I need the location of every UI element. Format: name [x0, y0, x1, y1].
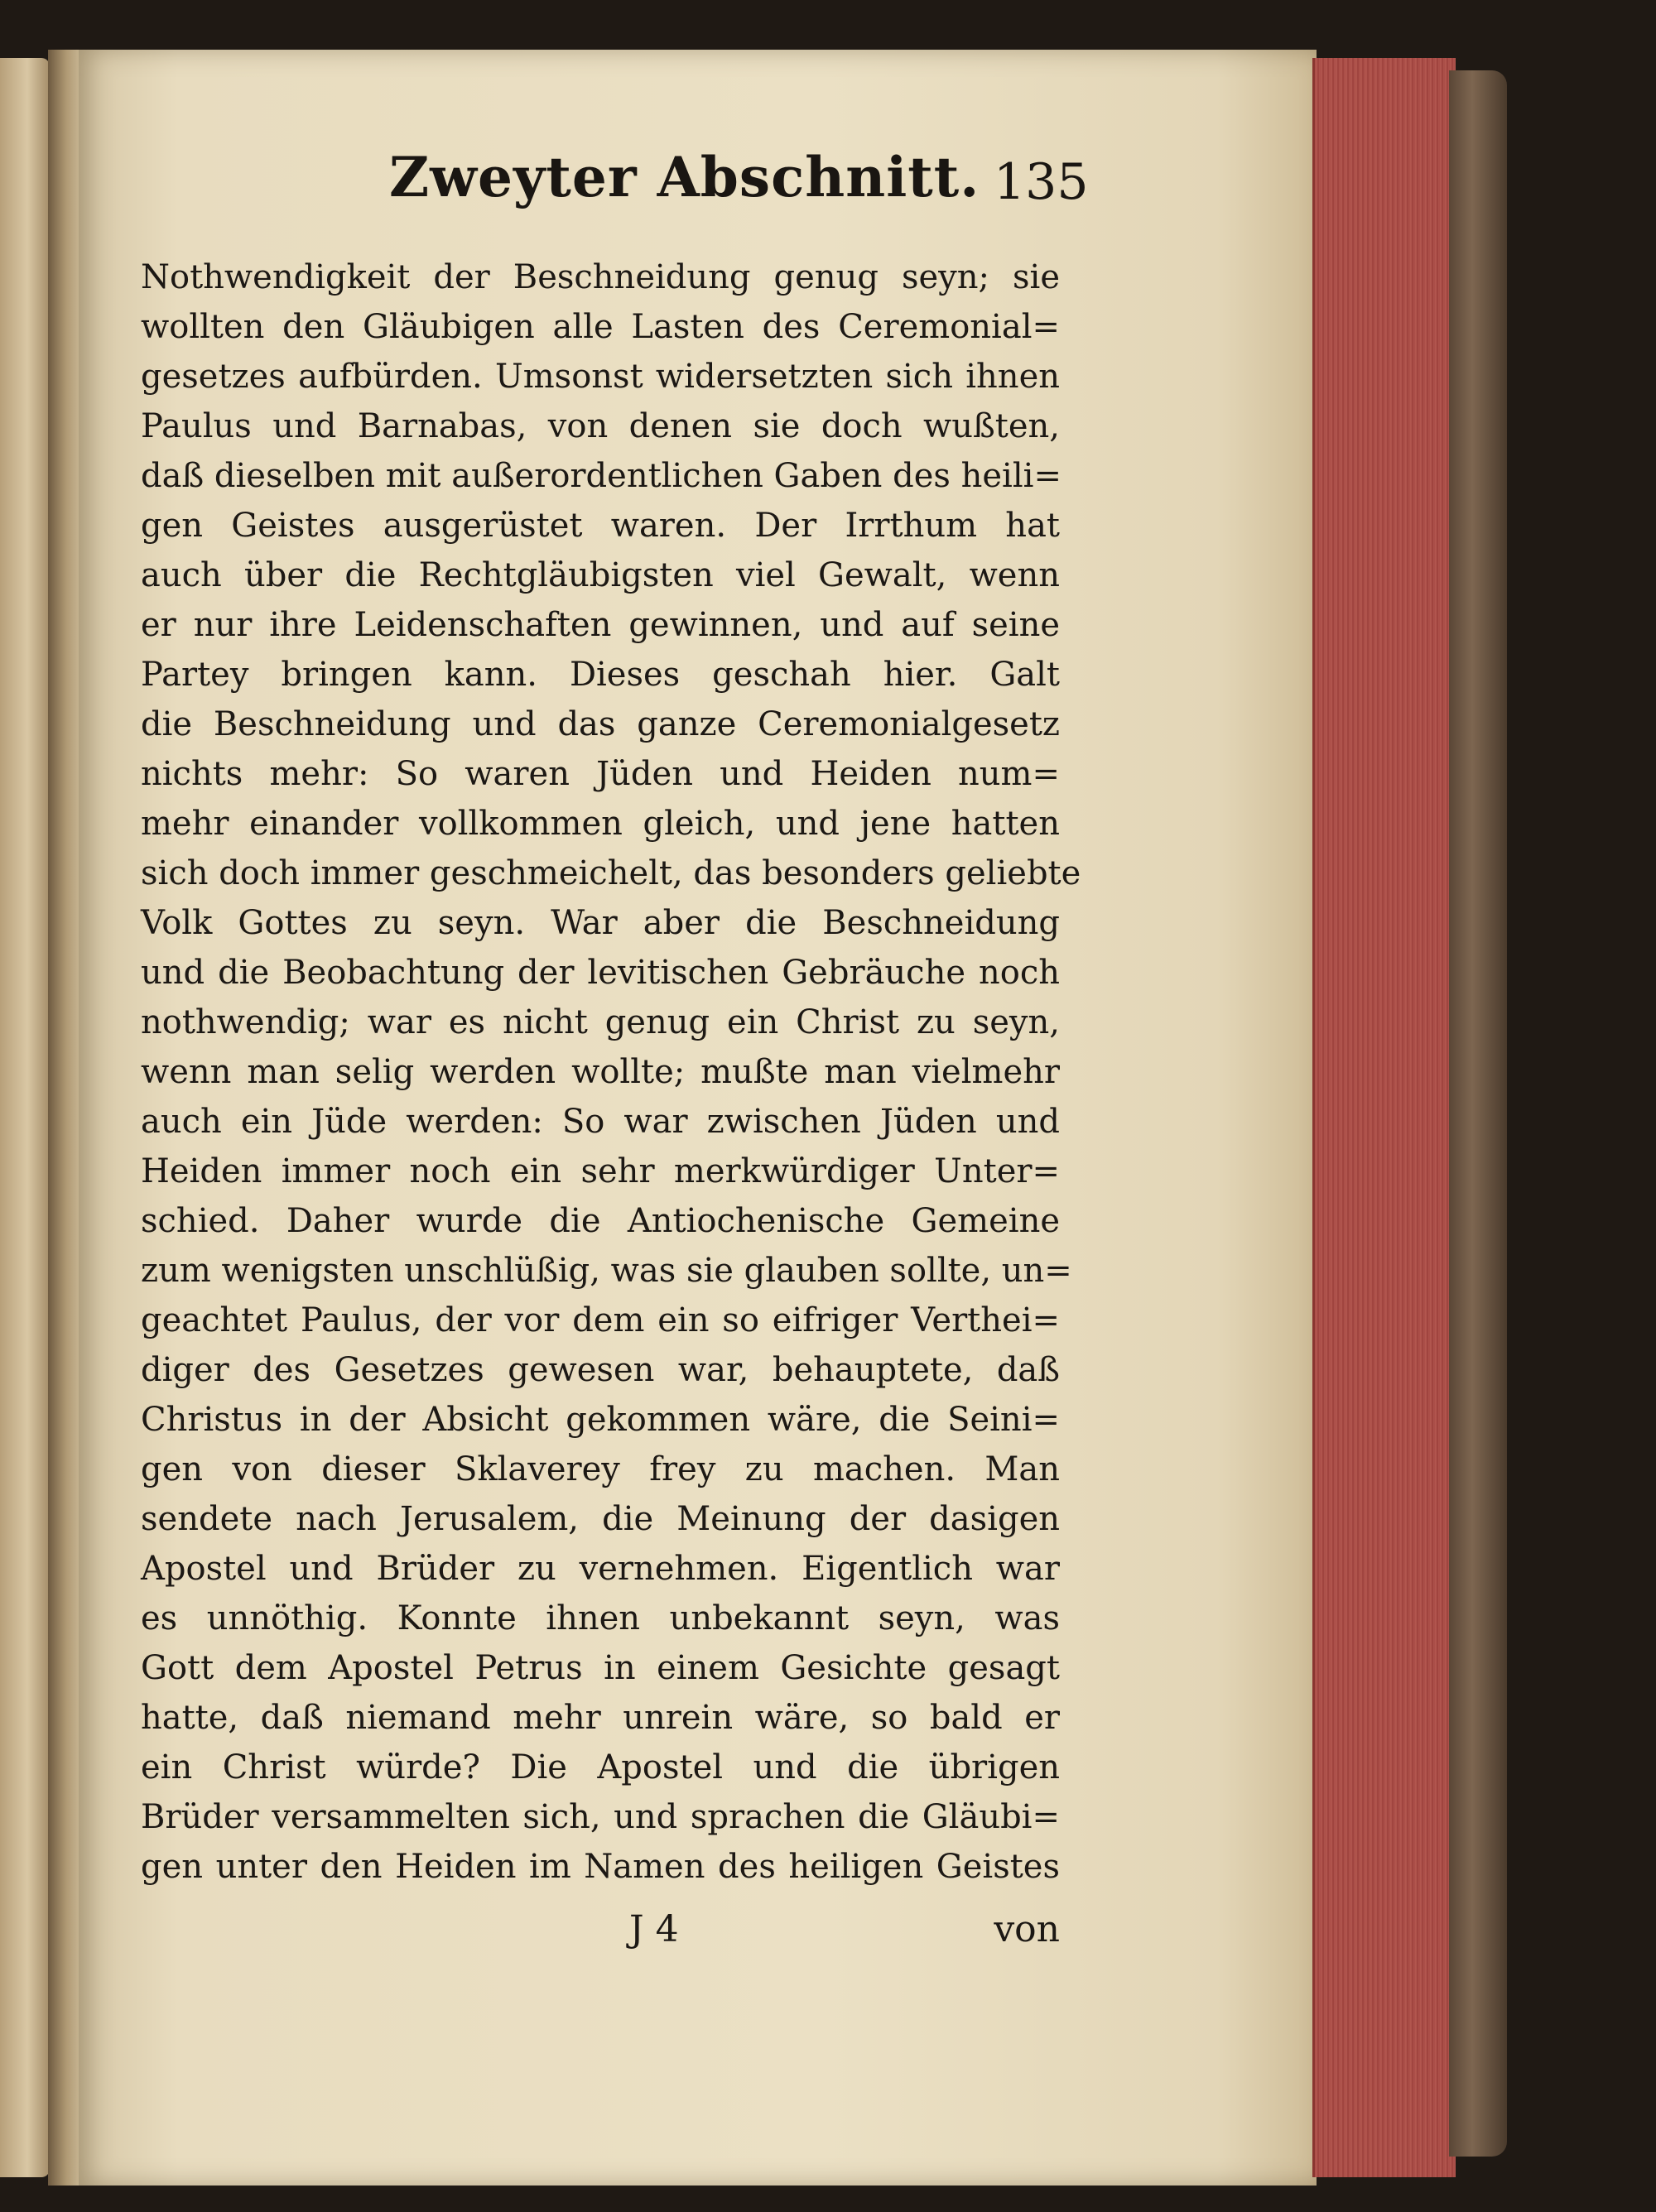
running-title: Zweyter Abschnitt. — [389, 145, 980, 209]
page-footer — [141, 1908, 1060, 1958]
text-line: wenn man selig werden wollte; mußte man vielmehr — [141, 1053, 1060, 1091]
text-line: hatte, daß niemand mehr unrein wäre, so bald er — [141, 1699, 1060, 1737]
text-line: diger des Gesetzes gewesen war, behauptete, daß — [141, 1351, 1060, 1389]
text-line: nothwendig; war es nicht genug ein Christ zu seyn, — [141, 1003, 1060, 1041]
text-line: daß dieselben mit außerordentlichen Gaben des heili= — [141, 457, 1061, 495]
text-line: zum wenigsten unschlüßig, was sie glauben sollte, un= — [141, 1252, 1072, 1290]
text-line: geachtet Paulus, der vor dem ein so eifriger Verthei= — [141, 1301, 1060, 1339]
text-line: gesetzes aufbürden. Umsonst widersetzten sich ihnen — [141, 358, 1060, 396]
left-page-edge — [0, 58, 50, 2177]
text-line: mehr einander vollkommen gleich, und jene hatten — [141, 805, 1060, 843]
text-line: es unnöthig. Konnte ihnen unbekannt seyn, was — [141, 1599, 1060, 1637]
red-page-edges — [1312, 58, 1456, 2177]
text-line: gen unter den Heiden im Namen des heiligen Geistes — [141, 1848, 1060, 1886]
text-line: Paulus und Barnabas, von denen sie doch wußten, — [141, 407, 1060, 445]
text-line: schied. Daher wurde die Antiochenische Gemeine — [141, 1202, 1060, 1240]
text-line: Brüder versammelten sich, und sprachen die Gläubi= — [141, 1798, 1060, 1836]
text-line: Apostel und Brüder zu vernehmen. Eigentlich war — [141, 1550, 1060, 1588]
signature-mark: J 4 — [629, 1908, 679, 1950]
text-line: auch ein Jüde werden: So war zwischen Jüden und — [141, 1103, 1060, 1141]
text-line: Christus in der Absicht gekommen wäre, die Seini= — [141, 1401, 1060, 1439]
text-line: wollten den Gläubigen alle Lasten des Ceremonial= — [141, 308, 1060, 346]
page-number: 135 — [994, 153, 1089, 211]
text-line: Nothwendigkeit der Beschneidung genug seyn; sie — [141, 258, 1060, 296]
running-header — [141, 145, 1089, 236]
text-line: Partey bringen kann. Dieses geschah hier. Galt — [141, 656, 1060, 694]
text-line: Gott dem Apostel Petrus in einem Gesichte gesagt — [141, 1649, 1060, 1687]
text-line: Volk Gottes zu seyn. War aber die Beschneidung — [141, 904, 1060, 942]
text-line: die Beschneidung und das ganze Ceremonialgesetz — [141, 705, 1060, 743]
text-line: auch über die Rechtgläubigsten viel Gewalt, wenn — [141, 556, 1060, 594]
catchword: von — [994, 1908, 1060, 1950]
text-line: ein Christ würde? Die Apostel und die übrigen — [141, 1748, 1060, 1786]
book-cover — [1449, 70, 1507, 2157]
text-line: sich doch immer geschmeichelt, das besonders geliebte — [141, 854, 1081, 892]
text-line: nichts mehr: So waren Jüden und Heiden num= — [141, 755, 1060, 793]
text-line: Heiden immer noch ein sehr merkwürdiger Unter= — [141, 1152, 1060, 1190]
text-line: gen Geistes ausgerüstet waren. Der Irrthum hat — [141, 507, 1060, 545]
text-line: sendete nach Jerusalem, die Meinung der dasigen — [141, 1500, 1060, 1538]
text-line: er nur ihre Leidenschaften gewinnen, und auf seine — [141, 606, 1060, 644]
text-line: und die Beobachtung der levitischen Gebräuche noch — [141, 954, 1060, 992]
text-line: gen von dieser Sklaverey frey zu machen. Man — [141, 1450, 1060, 1488]
body-text — [141, 252, 1081, 1892]
